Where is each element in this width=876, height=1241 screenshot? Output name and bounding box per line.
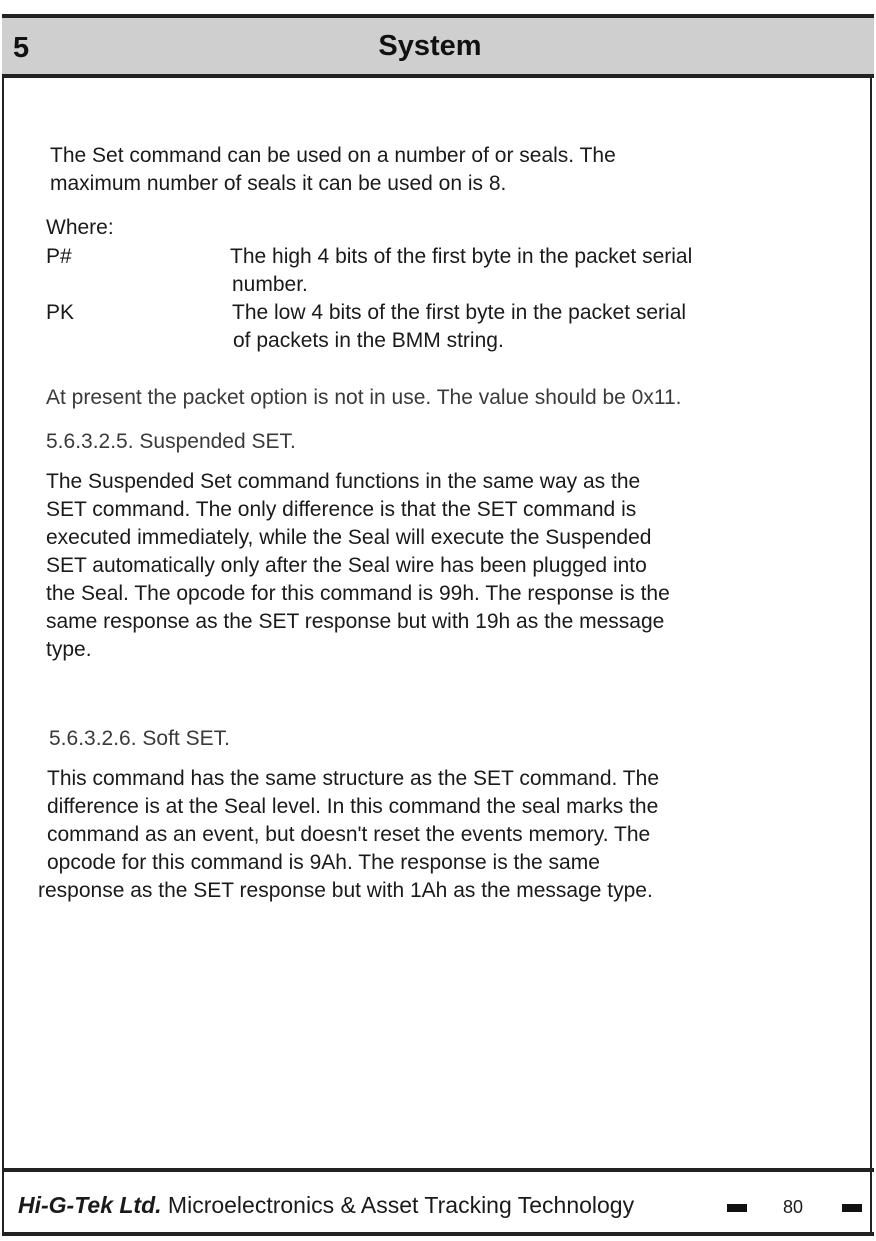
page-number: 80 [783, 1197, 804, 1217]
footer-company: Hi-G-Tek Ltd. [18, 1192, 162, 1218]
param-desc-pk-line-1: The low 4 bits of the first byte in the packet serial [232, 301, 687, 324]
footer-rule-bottom [2, 1232, 874, 1236]
intro-line-2: maximum number of seals it can be used on is 8. [50, 172, 507, 195]
paragraph-line: response as the SET response but with 1Ah as the message type. [38, 879, 653, 902]
chapter-title: System [378, 30, 482, 62]
page-frame-left [2, 14, 4, 1236]
chapter-header [2, 14, 874, 78]
section-heading-suspended-set: 5.6.3.2.5. Suspended SET. [46, 430, 296, 453]
paragraph-line: command as an event, but doesn't reset the events memory. The [47, 823, 651, 846]
page-marker-left [727, 1204, 747, 1212]
paragraph-line: The Suspended Set command functions in the same way as the [46, 470, 641, 493]
paragraph-line: executed immediately, while the Seal will execute the Suspended [46, 526, 652, 549]
param-name-p: P# [46, 245, 72, 268]
where-label: Where: [46, 216, 114, 239]
param-desc-p-line-1: The high 4 bits of the first byte in the packet serial [230, 245, 693, 268]
packet-note: At present the packet option is not in use. The value should be 0x11. [46, 386, 682, 409]
paragraph-line: difference is at the Seal level. In this command the seal marks the [47, 795, 659, 818]
page-marker-right [842, 1204, 862, 1212]
paragraph-line: same response as the SET response but with 19h as the message [46, 610, 665, 633]
param-desc-pk-line-2: of packets in the BMM string. [233, 329, 504, 352]
paragraph-line: the Seal. The opcode for this command is 99h. The response is the [46, 582, 670, 605]
paragraph-line: This command has the same structure as the SET command. The [47, 767, 659, 790]
chapter-number: 5 [13, 32, 30, 64]
footer-text [18, 1192, 634, 1219]
intro-line-1: The Set command can be used on a number of or seals. The [50, 144, 616, 167]
paragraph-line: type. [46, 638, 92, 661]
param-desc-p-line-2: number. [232, 273, 308, 296]
footer-tagline: Microelectronics & Asset Tracking Technology [161, 1192, 635, 1218]
paragraph-line: SET command. The only difference is that the SET command is [46, 498, 637, 521]
paragraph-line: opcode for this command is 9Ah. The response is the same [47, 851, 600, 874]
paragraph-line: SET automatically only after the Seal wire has been plugged into [46, 554, 647, 577]
param-name-pk: PK [46, 301, 75, 324]
page-frame-right [870, 14, 872, 1236]
footer-rule-top [2, 1168, 874, 1172]
section-heading-soft-set: 5.6.3.2.6. Soft SET. [49, 727, 230, 750]
